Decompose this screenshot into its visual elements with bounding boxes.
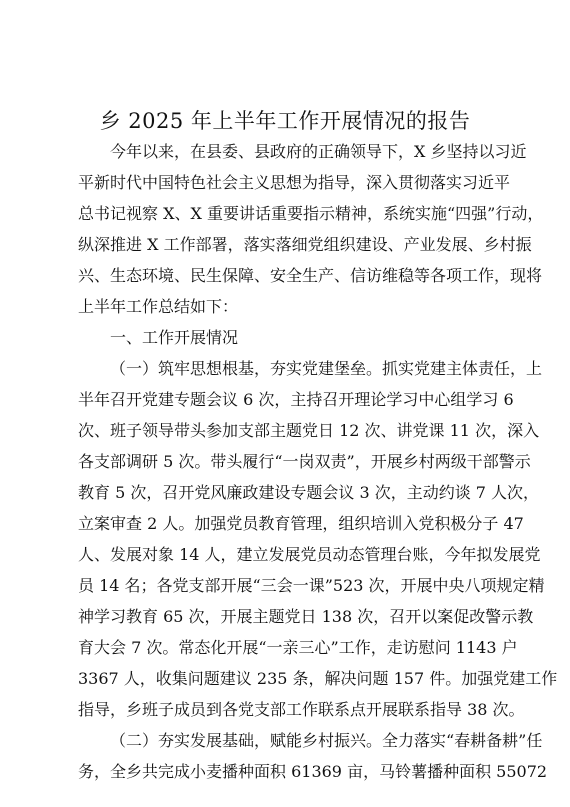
subsection2-line-1: （二）夯实发展基础，赋能乡村振兴。全力落实“春耕备耕”任 (110, 731, 543, 750)
subsection1-line-6: 立案审查 2 人。加强党员教育管理，组织培训入党积极分子 47 (78, 514, 524, 533)
subsection1-line-7: 人、发展对象 14 人，建立发展党员动态管理台账，今年拟发展党 (78, 545, 541, 564)
section-heading: 一、工作开展情况 (110, 328, 239, 347)
intro-line-2: 平新时代中国特色社会主义思想为指导，深入贯彻落实习近平 (78, 173, 511, 192)
intro-line-6: 上半年工作总结如下： (78, 297, 239, 316)
intro-line-3: 总书记视察 X、X 重要讲话重要指示精神，系统实施“四强”行动， (78, 204, 544, 223)
subsection1-line-5: 教育 5 次，召开党风廉政建设专题会议 3 次，主动约谈 7 人次， (78, 483, 540, 502)
subsection1-line-4: 各支部调研 5 次。带头履行“一岗双责”，开展乡村两级干部警示 (78, 452, 531, 471)
intro-line-4: 纵深推进 X 工作部署，落实落细党组织建设、产业发展、乡村振 (78, 235, 532, 254)
intro-line-1: 今年以来，在县委、县政府的正确领导下，X 乡坚持以习近 (110, 142, 527, 161)
subsection1-line-2: 半年召开党建专题会议 6 次，主持召开理论学习中心组学习 6 (78, 390, 514, 409)
intro-line-5: 兴、生态环境、民生保障、安全生产、信访维稳等各项工作，现将 (78, 266, 543, 285)
subsection1-line-9: 神学习教育 65 次，开展主题党日 138 次，召开以案促改警示教 (78, 607, 534, 626)
subsection1-line-8: 员 14 名；各党支部开展“三会一课”523 次，开展中央八项规定精 (78, 576, 545, 595)
subsection1-line-11: 3367 人，收集问题建议 235 条，解决问题 157 件。加强党建工作 (78, 669, 558, 688)
subsection1-line-12: 指导，乡班子成员到各党支部工作联系点开展联系指导 38 次。 (78, 700, 525, 719)
subsection1-line-10: 育大会 7 次。常态化开展“一亲三心”工作，走访慰问 1143 户 (78, 638, 518, 657)
subsection1-line-3: 次、班子领导带头参加支部主题党日 12 次、讲党课 11 次，深入 (78, 421, 540, 440)
subsection1-line-1: （一）筑牢思想根基，夯实党建堡垒。抓实党建主体责任，上 (110, 359, 543, 378)
document-title: 乡 2025 年上半年工作开展情况的报告 (99, 109, 471, 133)
subsection2-line-2: 务，全乡共完成小麦播种面积 61369 亩，马铃薯播种面积 55072 (78, 762, 548, 781)
